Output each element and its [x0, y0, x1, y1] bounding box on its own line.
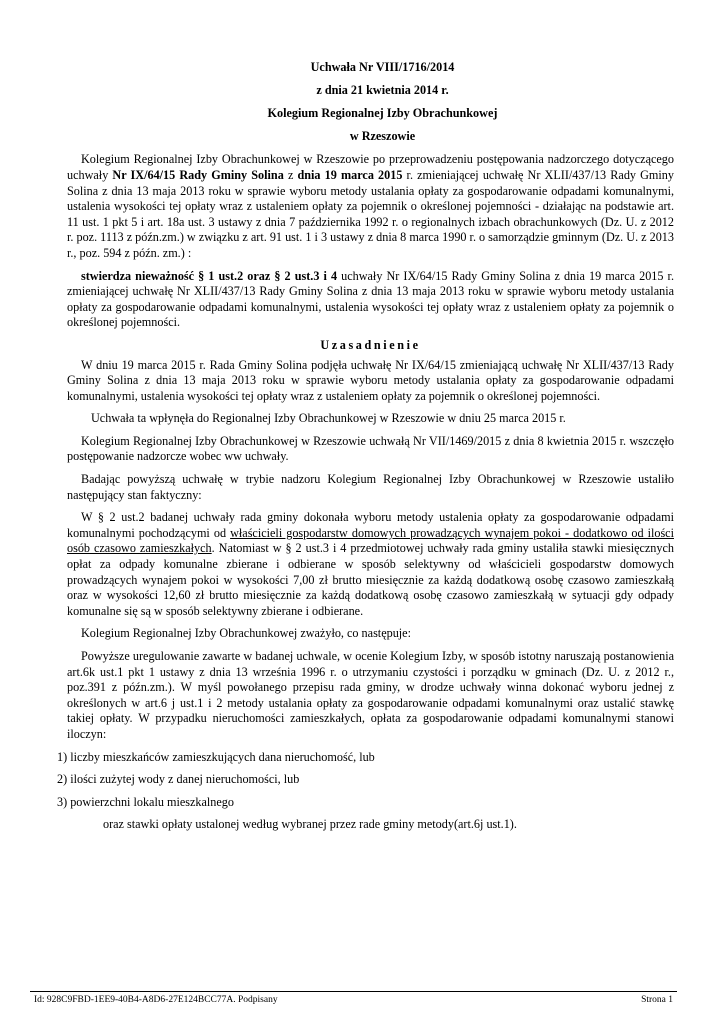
- list-item: 2) ilości zużytej wody z danej nieruchomości, lub: [57, 772, 300, 787]
- underlined-clause: właścicieli gospodarstw domowych prowadzących wynajem pokoi - dodatkowo od ilości osób czasowo zamieszkałych: [67, 525, 674, 556]
- paragraph-4: Badając powyższą uchwałę w trybie nadzoru Kolegium Regionalnej Izby Obrachunkowej w Rzeszowie ustaliło następujący stan faktyczny:: [67, 472, 674, 502]
- page-footer: [34, 995, 673, 1006]
- paragraph-2: Uchwała ta wpłynęła do Regionalnej Izby Obrachunkowej w Rzeszowie w dniu 25 marca 2015 r.: [91, 411, 566, 426]
- intro-paragraph: Kolegium Regionalnej Izby Obrachunkowej w Rzeszowie po przeprowadzeniu postępowania nadzorczego dotyczącego uchwały Nr IX/64/15 Rady Gminy Solina z dnia 19 marca 2015 r. zmieniającej uchwałę Nr XLII/437/13 Rady Gminy Solina z dnia 13 maja 2013 roku w sprawie wyboru metody ustalania opłaty za gospodarowanie odpadami komunalnymi, ustalenia wysokości tej opłaty wraz z ustaleniem opłaty za pojemnik o określonej pojemności - działając na podstawie art. 11 ust. 1 pkt 5 i art. 18a ust. 3 ustawy z dnia 7 października 1992 r. o regionalnych izbach obrachunkowych (Dz. U. z 2012 r. poz. 1113 z późn.zm.) w związku z art. 91 ust. 1 i 3 ustawy z dnia 8 marca 1990 r. o samorządzie gminnym (Dz. U. z 2013 r., poz. 594 z późn. zm.) :: [67, 152, 674, 260]
- list-item: 1) liczby mieszkańców zamieszkujących dana nieruchomość, lub: [57, 749, 375, 764]
- document-id: Id: 928C9FBD-1EE9-40B4-A8D6-27E124BCC77A. Podpisany: [34, 995, 278, 1005]
- paragraph-3: Kolegium Regionalnej Izby Obrachunkowej w Rzeszowie uchwałą Nr VII/1469/2015 z dnia 8 kwietnia 2015 r. wszczęło postępowanie nadzorcze wobec ww uchwały.: [67, 433, 674, 464]
- paragraph-1: W dniu 19 marca 2015 r. Rada Gminy Solina podjęła uchwałę Nr IX/64/15 zmieniającą uchwałę Nr XLII/437/13 Rady Gminy Solina z dnia 13 maja 2013 roku w sprawie wyboru metody ustalania opłaty za gospodarowanie odpadami komunalnymi, ustalenia wysokości tej opłaty wraz z ustaleniem opłaty za pojemnik o określonej pojemności.: [67, 357, 674, 403]
- paragraph-5: W § 2 ust.2 badanej uchwały rada gminy dokonała wyboru metody ustalenia opłaty za gospodarowanie odpadami komunalnymi pochodzącymi od właścicieli gospodarstw domowych prowadzących wynajem pokoi - dodatkowo od ilości osób czasowo zamieszkałych. Natomiast w § 2 ust.3 i 4 przedmiotowej uchwały rada gminy ustaliła stawki miesięcznych opłat za odpady komunalne zbierane i odbierane w sposób selektywny od właścicieli gospodarstw domowych prowadzących wynajem pokoi w wysokości 7,00 zł brutto miesięcznie za każdą dodatkową osobę czasowo zamieszkałą oraz w wysokości 12,60 zł brutto miesięcznie za każdą dodatkową osobę czasowo zamieszkałą w sytuacji gdy odpady komunalne się są w sposób selektywny zbierane i odbierane.: [67, 510, 675, 618]
- page-number: Strona 1: [641, 995, 673, 1005]
- paragraph-7: Powyższe uregulowanie zawarte w badanej uchwale, w ocenie Kolegium Izby, w sposób istotny naruszają postanowienia art.6k ust.1 pkt 1 ustawy z dnia 13 września 1996 r. o utrzymaniu czystości i porządku w gminach (Dz. U. z 2012 r., poz.391 z późn.zm.). W myśl powołanego przepisu rada gminy, w drodze uchwały winna dokonać wyboru jednej z określonych w art.6 j ust.1 i 2 metody ustalania opłaty za gospodarowanie odpadami komunalnymi oraz ustalić stawkę takiej opłaty. W przypadku nieruchomości zamieszkałych, opłata za gospodarowanie odpadami komunalnymi stanowi iloczyn:: [67, 649, 674, 741]
- paragraph-6: Kolegium Regionalnej Izby Obrachunkowej zważyło, co następuje:: [81, 626, 411, 641]
- resolution-title: Uchwała Nr VIII/1716/2014: [310, 60, 455, 74]
- issuing-city: w Rzeszowie: [349, 129, 416, 144]
- resolution-date: z dnia 21 kwietnia 2014 r.: [316, 83, 449, 98]
- issuing-body: Kolegium Regionalnej Izby Obrachunkowej: [267, 106, 498, 121]
- document-content: [57, 60, 675, 833]
- list-item: 3) powierzchni lokalu mieszkalnego: [57, 794, 234, 809]
- closing-line: oraz stawki opłaty ustalonej według wybranej przez rade gminy metody(art.6j ust.1).: [103, 817, 517, 832]
- decision-paragraph: stwierdza nieważność § 1 ust.2 oraz § 2 ust.3 i 4 uchwały Nr IX/64/15 Rady Gminy Solina z dnia 19 marca 2015 r. zmieniającej uchwałę Nr XLII/437/13 Rady Gminy Solina z dnia 13 maja 2013 roku w sprawie wyboru metody ustalania opłaty za gospodarowanie odpadami komunalnymi, ustalenia wysokości tej opłaty wraz z ustaleniem opłaty za pojemnik o określonej pojemności.: [67, 268, 674, 330]
- section-heading: Uzasadnienie: [320, 337, 421, 352]
- footer-divider: [30, 991, 677, 992]
